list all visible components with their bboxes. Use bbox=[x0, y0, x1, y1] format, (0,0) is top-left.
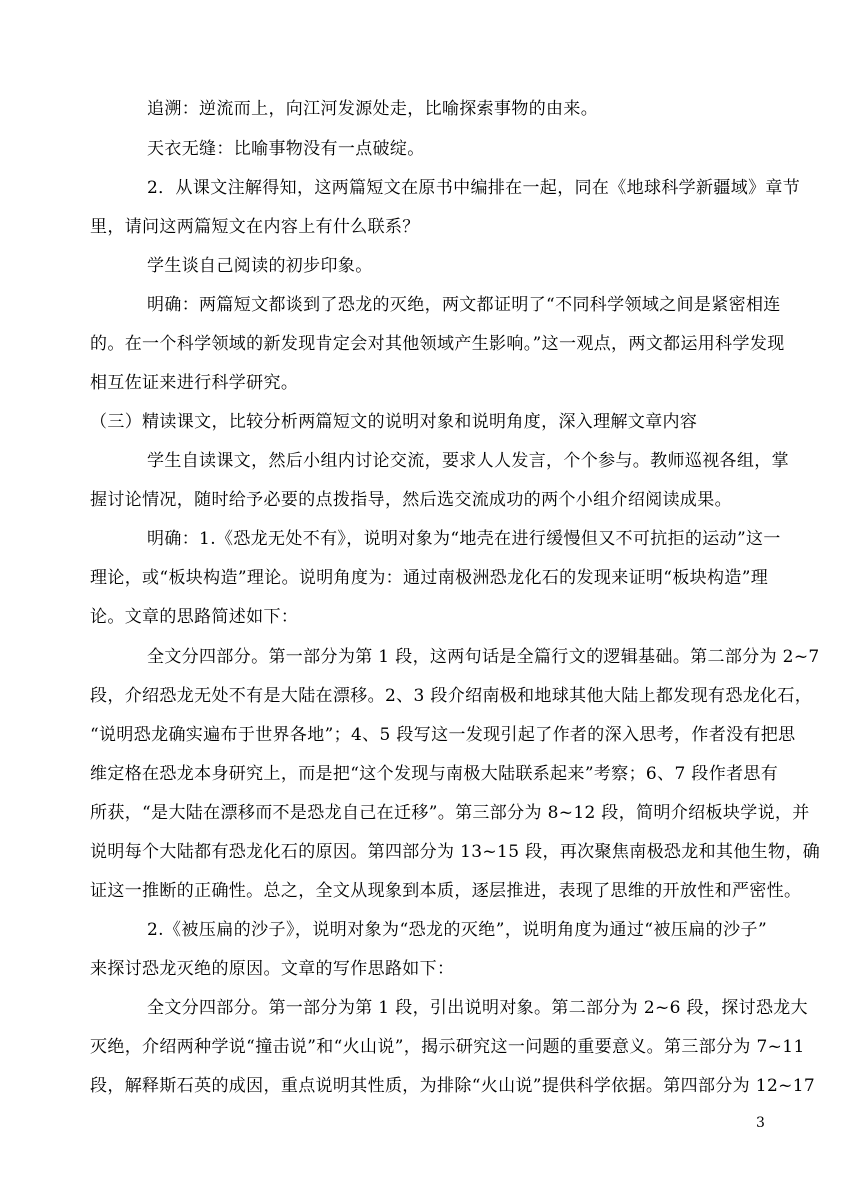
text-line: 追溯：逆流而上，向江河发源处走，比喻探索事物的由来。 bbox=[147, 99, 599, 119]
text-line: 明确：1.《恐龙无处不有》，说明对象为“地壳在进行缓慢但又不可抗拒的运动”这一 bbox=[147, 529, 781, 549]
text-line: 握讨论情况，随时给予必要的点拨指导，然后选交流成功的两个小组介绍阅读成果。 bbox=[90, 490, 732, 510]
text-line: 相互佐证来进行科学研究。 bbox=[90, 373, 299, 393]
text-line: 论。文章的思路简述如下： bbox=[90, 607, 299, 627]
text-line: 说明每个大陆都有恐龙化石的原因。第四部分为 13~15 段，再次聚焦南极恐龙和其他生物，确 bbox=[90, 842, 821, 862]
text-line: 天衣无缝：比喻事物没有一点破绽。 bbox=[147, 139, 425, 159]
text-line: 来探讨恐龙灭绝的原因。文章的写作思路如下： bbox=[90, 959, 455, 979]
text-line: 全文分四部分。第一部分为第 1 段，引出说明对象。第二部分为 2~6 段，探讨恐龙大 bbox=[147, 998, 809, 1018]
text-line: 学生自读课文，然后小组内讨论交流，要求人人发言，个个参与。教师巡视各组，掌 bbox=[147, 451, 789, 471]
text-line: 2.《被压扁的沙子》，说明对象为“恐龙的灭绝”，说明角度为通过“被压扁的沙子” bbox=[147, 920, 767, 940]
page-number: 3 bbox=[756, 1115, 765, 1131]
text-line: 的。在一个科学领域的新发现肯定会对其他领域产生影响。”这一观点，两文都运用科学发现 bbox=[90, 334, 785, 354]
text-line: 明确：两篇短文都谈到了恐龙的灭绝，两文都证明了“不同科学领域之间是紧密相连 bbox=[147, 295, 781, 315]
text-line: 理论，或“板块构造”理论。说明角度为：通过南极洲恐龙化石的发现来证明“板块构造”理 bbox=[90, 568, 769, 588]
text-line: 灭绝，介绍两种学说“撞击说”和“火山说”，揭示研究这一问题的重要意义。第三部分为 7~11 bbox=[90, 1037, 805, 1057]
text-line: 2．从课文注解得知，这两篇短文在原书中编排在一起，同在《地球科学新疆域》章节 bbox=[147, 178, 801, 198]
text-line: 全文分四部分。第一部分为第 1 段，这两句话是全篇行文的逻辑基础。第二部分为 2~7 bbox=[147, 647, 820, 667]
section-heading: （三）精读课文，比较分析两篇短文的说明对象和说明角度，深入理解文章内容 bbox=[90, 412, 698, 432]
text-line: 所获，“是大陆在漂移而不是恐龙自己在迁移”。第三部分为 8~12 段，简明介绍板块学说，并 bbox=[90, 803, 810, 823]
text-line: 段，解释斯石英的成因，重点说明其性质，为排除“火山说”提供科学依据。第四部分为 12~17 bbox=[90, 1076, 816, 1096]
text-line: 学生谈自己阅读的初步印象。 bbox=[147, 256, 373, 276]
text-line: 维定格在恐龙本身研究上，而是把“这个发现与南极大陆联系起来”考察；6、7 段作者思有 bbox=[90, 764, 779, 784]
text-line: 段，介绍恐龙无处不有是大陆在漂移。2、3 段介绍南极和地球其他大陆上都发现有恐龙化石， bbox=[90, 686, 813, 706]
text-line: 证这一推断的正确性。总之，全文从现象到本质，逐层推进，表现了思维的开放性和严密性。 bbox=[90, 881, 802, 901]
text-line: “说明恐龙确实遍布于世界各地”；4、5 段写这一发现引起了作者的深入思考，作者没有把思 bbox=[90, 725, 796, 745]
text-line: 里，请问这两篇短文在内容上有什么联系？ bbox=[90, 217, 420, 237]
